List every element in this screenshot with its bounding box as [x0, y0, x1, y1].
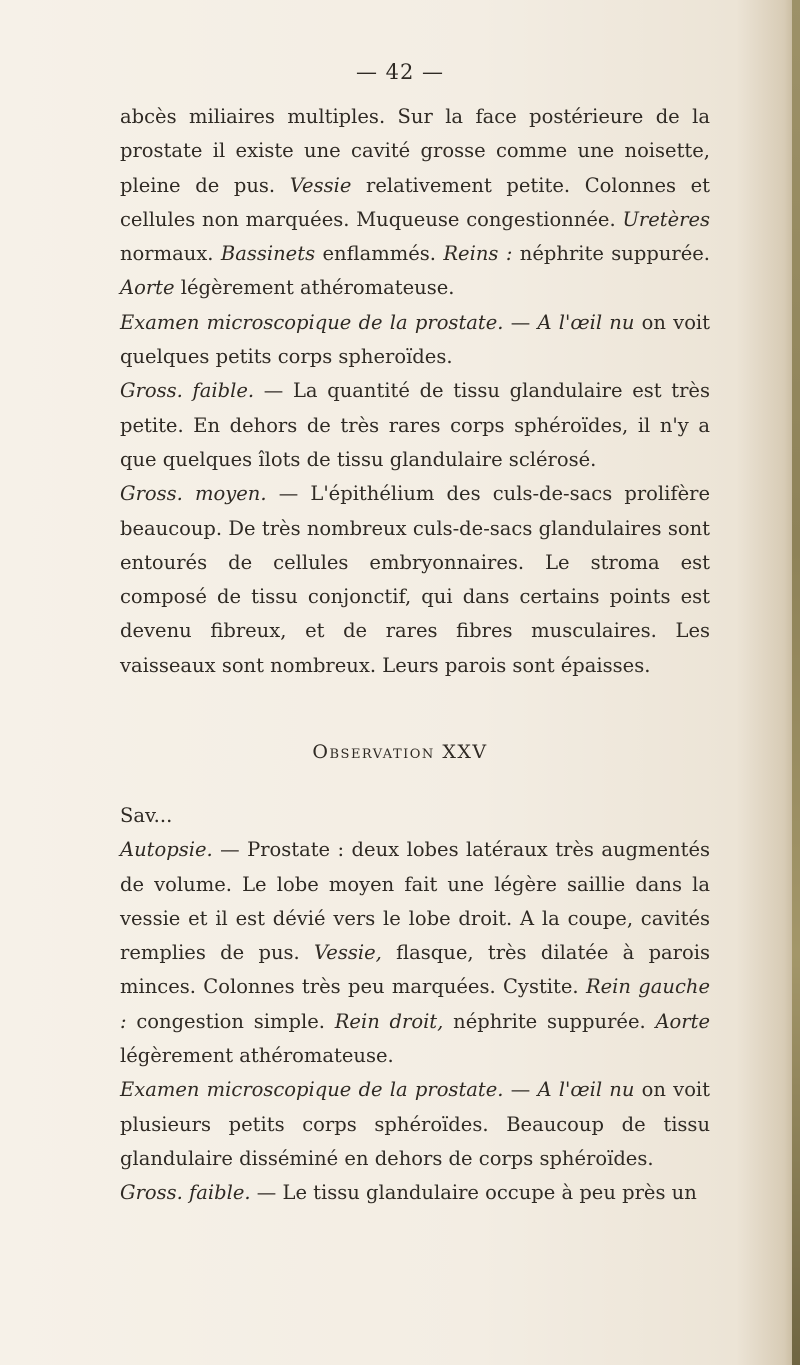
paragraph: Autopsie. — Prostate : deux lobes latéraux très augmentés de volume. Le lobe moyen fait une légère saillie dans la vessie et il est dévié vers le lobe droit. A la coupe, cavités remplies de pus. Vessie, flasque, très dilatée à parois minces. Colonnes très peu marquées. Cystite. Rein gauche : congestion simple. Rein droit, néphrite suppurée. Aorte légèrement athéromateuse.	[120, 838, 710, 1068]
patient-initials: Sav...	[120, 804, 173, 827]
paragraph: Gross. faible. — Le tissu glandulaire occupe à peu près un	[120, 1181, 697, 1205]
section-1-text	[120, 100, 710, 683]
page-number: — 42 —	[355, 60, 445, 84]
paragraph: Examen microscopique de la prostate. — A l'œil nu on voit plusieurs petits corps sphéroïdes. Beaucoup de tissu glandulaire disséminé en dehors de corps sphéroïdes.	[120, 1078, 711, 1170]
page-edge	[792, 0, 800, 1365]
paragraph: Examen microscopique de la prostate. — A l'œil nu on voit quelques petits corps spheroïdes.	[120, 310, 711, 369]
paragraph: Gross. faible. — La quantité de tissu glandulaire est très petite. En dehors de très rares corps sphéroïdes, il n'y a que quelques îlots de tissu glandulaire sclérosé.	[120, 379, 710, 471]
section-2-text	[120, 799, 710, 1211]
paragraph: abcès miliaires multiples. Sur la face postérieure de la prostate il existe une cavité grosse comme une noisette, pleine de pus. Vessie relativement petite. Colonnes et cellules non marquées. Muqueuse congestionnée. Uretères normaux. Bassinets enflammés. Reins : néphrite suppurée. Aorte légèrement athéromateuse.	[120, 105, 711, 300]
paragraph: Gross. moyen. — L'épithélium des culs-de-sacs prolifère beaucoup. De très nombreux culs-de-sacs glandulaires sont entourés de cellules embryonnaires. Le stroma est composé de tissu conjonctif, qui dans certains points est devenu fibreux, et de rares fibres musculaires. Les vaisseaux sont nombreux. Leurs parois sont épaisses.	[120, 482, 710, 677]
observation-heading: Observation XXV	[312, 741, 488, 763]
